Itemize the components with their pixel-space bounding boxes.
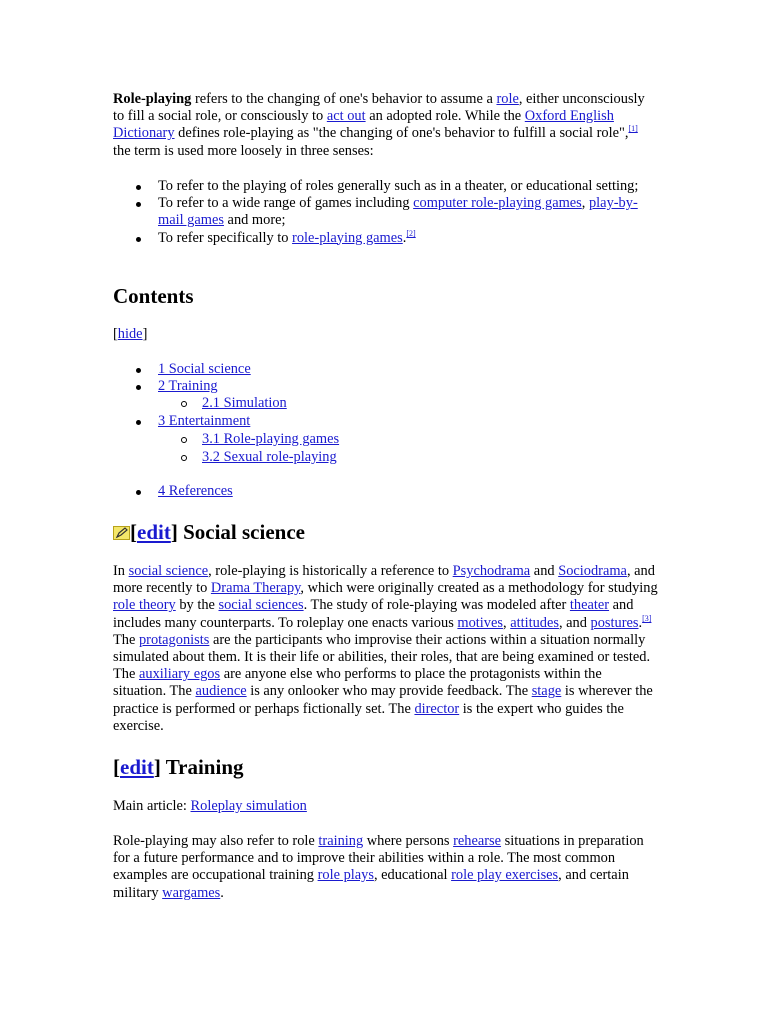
text: are anyone else who performs to place the protagonists within the situation. The — [113, 666, 602, 700]
link-oed[interactable]: Oxford English Dictionary — [113, 108, 614, 142]
text: and includes many counterparts. To roleplay one enacts various — [113, 597, 634, 631]
bracket: [ — [113, 755, 120, 779]
toc-item — [113, 413, 658, 430]
text: To refer to the playing of roles generally such as in a theater, or educational setting; — [158, 178, 639, 194]
senses-list — [113, 178, 658, 247]
toc-hide-link[interactable]: hide — [117, 326, 143, 342]
toc-item — [113, 483, 658, 500]
link-motives[interactable]: motives — [457, 614, 503, 631]
text: Role-playing may also refer to role — [113, 833, 319, 849]
section-heading-social-science — [113, 520, 305, 544]
text: by the — [175, 597, 219, 614]
link-attitudes[interactable]: attitudes — [510, 614, 559, 631]
bracket: ] — [142, 326, 148, 342]
link-roleplay-simulation[interactable]: Roleplay simulation — [190, 798, 307, 814]
edit-link-training[interactable]: edit — [120, 755, 154, 779]
toc-subitem — [113, 431, 658, 448]
toc-link-social-science[interactable]: 1 Social science — [158, 361, 251, 377]
toc-list — [113, 361, 658, 500]
list-item — [113, 178, 658, 195]
text: , and — [558, 614, 591, 631]
ref-1[interactable]: [1] — [628, 124, 638, 134]
bracket: ] — [170, 520, 178, 544]
text: an adopted role. While the — [365, 108, 525, 125]
edit-pencil-icon[interactable] — [113, 526, 130, 540]
text: defines role-playing as "the changing of one's behavior to fulfill a social role", — [174, 125, 629, 142]
bracket: [ — [130, 520, 137, 544]
ref-2[interactable]: [2] — [406, 228, 416, 238]
link-act-out[interactable]: act out — [326, 108, 366, 125]
section-title: Social science — [177, 520, 305, 544]
text: , either unconsciously to fill a social role, or consciously to — [113, 91, 645, 125]
link-protagonists[interactable]: protagonists — [138, 631, 210, 648]
list-item — [113, 230, 658, 247]
text: . — [402, 229, 407, 246]
link-wargames[interactable]: wargames — [162, 884, 221, 901]
text: the term is used more loosely in three senses: — [113, 142, 374, 159]
text: situations in preparation for a future performance and to improve their abilities within a role. The most common examples are occupational training — [113, 833, 644, 884]
text: , — [581, 195, 589, 212]
link-director[interactable]: director — [414, 700, 460, 717]
link-drama-therapy[interactable]: Drama Therapy — [210, 580, 301, 597]
text: . — [638, 614, 643, 631]
toc-link-simulation[interactable]: 2.1 Simulation — [202, 395, 287, 412]
text: To refer to a wide range of games including — [158, 195, 414, 212]
link-stage[interactable]: stage — [531, 683, 562, 700]
toc-item — [113, 378, 658, 395]
text: The — [113, 631, 139, 648]
toc-subitem — [113, 449, 658, 466]
link-role-plays[interactable]: role plays — [317, 867, 374, 884]
text: is the expert who guides the exercise. — [113, 700, 624, 734]
text: To refer specifically to — [158, 229, 293, 246]
toc-link-references[interactable]: 4 References — [158, 483, 233, 500]
text: , and more recently to — [113, 563, 655, 597]
text: , — [502, 614, 511, 631]
section-title: Training — [160, 755, 244, 779]
text: is any onlooker who may provide feedback. The — [246, 683, 532, 700]
toc-subitem — [113, 395, 658, 412]
toc-item — [113, 361, 658, 378]
link-role-theory[interactable]: role theory — [113, 597, 176, 614]
bracket: [ — [113, 326, 118, 342]
text: , which were originally created as a methodology for studying — [300, 580, 658, 597]
link-social-sciences[interactable]: social sciences — [218, 597, 304, 614]
link-psychodrama[interactable]: Psychodrama — [452, 563, 531, 579]
training-paragraph — [113, 833, 658, 902]
toc-link-entertainment[interactable]: 3 Entertainment — [158, 412, 251, 429]
intro-paragraph — [113, 91, 658, 160]
list-item — [113, 195, 658, 229]
text: is wherever the practice is performed or perhaps fictionally set. The — [113, 683, 653, 717]
ref-3[interactable]: [3] — [642, 613, 652, 623]
link-training[interactable]: training — [318, 833, 364, 849]
text: . — [220, 884, 224, 901]
main-article-note — [113, 798, 658, 815]
link-sociodrama[interactable]: Sociodrama — [558, 563, 627, 579]
text: refers to the changing of one's behavior to assume a — [191, 91, 497, 107]
section-heading-training — [113, 755, 244, 779]
text: . The study of role-playing was modeled after — [303, 597, 570, 614]
link-postures[interactable]: postures — [590, 614, 639, 631]
social-science-paragraph — [113, 563, 658, 735]
link-role-play-exercises[interactable]: role play exercises — [451, 867, 559, 884]
link-audience[interactable]: audience — [195, 683, 247, 700]
link-theater[interactable]: theater — [569, 597, 610, 614]
edit-link-social-science[interactable]: edit — [137, 520, 171, 544]
text: and — [530, 563, 559, 579]
text: are the participants who improvise their actions within a situation normally simulated about them. It is their life or abilities, their roles, that are being examined or tested. The — [113, 631, 651, 683]
toc-heading: Contents — [113, 284, 194, 308]
link-social-science[interactable]: social science — [128, 563, 209, 579]
link-role[interactable]: role — [496, 91, 519, 107]
text: In — [113, 563, 129, 579]
text: and more; — [223, 212, 286, 229]
text: , role-playing is historically a reference to — [208, 563, 453, 579]
link-rpg[interactable]: role-playing games — [292, 229, 403, 246]
main-article-label: Main article: — [113, 798, 191, 814]
toc-link-sexual-rp[interactable]: 3.2 Sexual role-playing — [202, 449, 337, 466]
toc-link-rpg[interactable]: 3.1 Role-playing games — [202, 430, 340, 447]
toc-hide-row — [113, 326, 658, 343]
toc-link-training[interactable]: 2 Training — [158, 378, 218, 395]
link-auxiliary-egos[interactable]: auxiliary egos — [138, 666, 221, 683]
text: , educational — [373, 867, 452, 884]
link-rehearse[interactable]: rehearse — [453, 833, 502, 849]
link-play-by-mail[interactable]: play-by-mail games — [158, 195, 638, 229]
text: where persons — [363, 833, 454, 849]
bracket: ] — [153, 755, 161, 779]
link-computer-rpg[interactable]: computer role-playing games — [413, 195, 582, 212]
text: , and certain military — [113, 867, 629, 901]
term-bold: Role-playing — [113, 91, 192, 107]
